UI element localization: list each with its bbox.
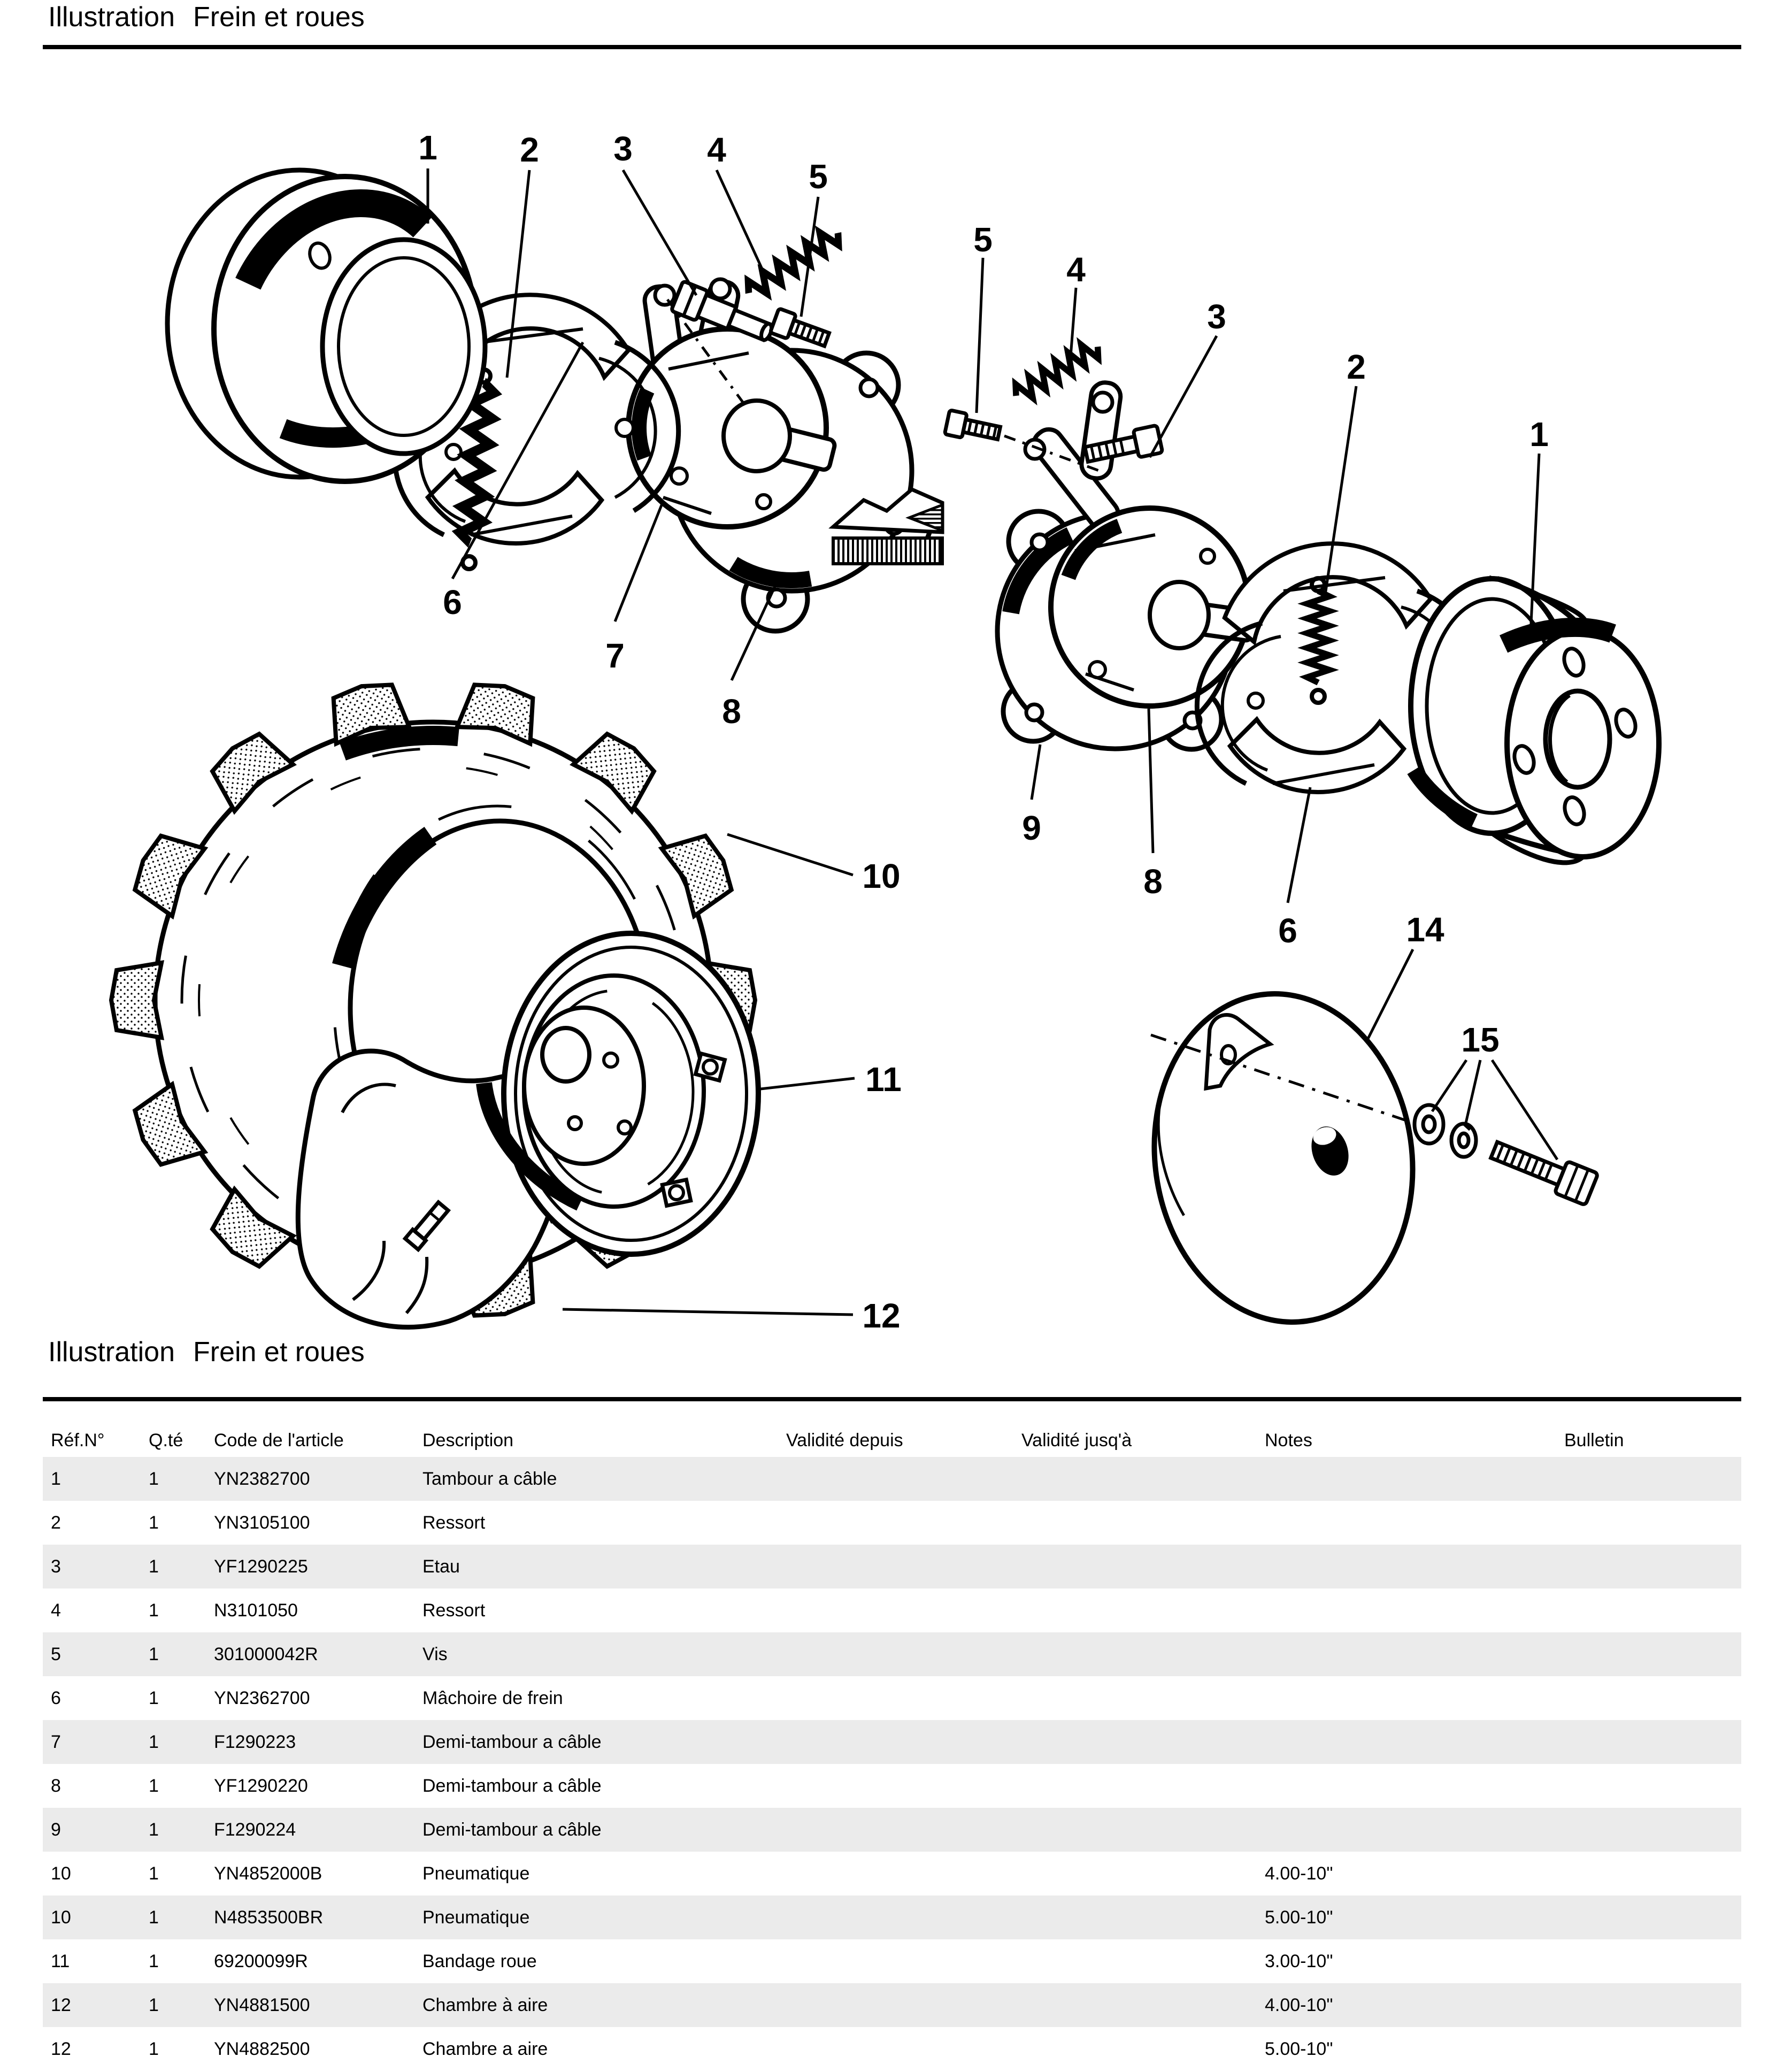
callout-label: 10 — [862, 857, 901, 895]
cell-desc: Vis — [422, 1644, 448, 1664]
page-title-subject: Frein et roues — [193, 2, 365, 33]
cell-code: 69200099R — [214, 1951, 308, 1971]
brake-drum-left — [167, 166, 498, 492]
cell-qty: 1 — [149, 1731, 159, 1752]
cell-code: YN2382700 — [214, 1468, 310, 1489]
table-section-title — [48, 1336, 365, 1368]
cell-bulletin — [1564, 1720, 1741, 1764]
cell-code: F1290224 — [214, 1819, 296, 1840]
table-row — [43, 1676, 1741, 1720]
callout-label: 9 — [1022, 809, 1041, 847]
cell-desc: Ressort — [422, 1512, 486, 1533]
table-row — [43, 1720, 1741, 1764]
cell-qty: 1 — [149, 1644, 159, 1664]
cell-notes — [1265, 1457, 1564, 1501]
callout-label: 11 — [865, 1060, 902, 1099]
table-row — [43, 1457, 1741, 1501]
cover-bolt — [1488, 1134, 1598, 1205]
table-row — [43, 1983, 1741, 2027]
callout-label: 14 — [1406, 910, 1444, 949]
cover-hardware — [1415, 1105, 1598, 1206]
cell-qty: 1 — [149, 1994, 159, 2015]
callout-label: 12 — [862, 1296, 901, 1335]
table-row — [43, 1501, 1741, 1545]
cell-from — [786, 1939, 1021, 1983]
callout-label: 7 — [605, 636, 625, 675]
table-title-label: Illustration — [48, 1337, 175, 1368]
table-title-subject: Frein et roues — [193, 1337, 365, 1368]
table-row — [43, 1764, 1741, 1808]
cell-ref: 12 — [51, 1994, 71, 2015]
callout-label: 8 — [1143, 862, 1163, 901]
cell-to — [1021, 1676, 1265, 1720]
cell-notes: 5.00-10" — [1265, 2038, 1333, 2059]
cell-notes: 5.00-10" — [1265, 1907, 1333, 1928]
cell-desc: Pneumatique — [422, 1907, 530, 1928]
callout-label: 1 — [1529, 415, 1549, 454]
cell-bulletin — [1564, 1588, 1741, 1632]
table-row — [43, 1896, 1741, 1939]
cell-bulletin — [1564, 1545, 1741, 1588]
cell-code: YN3105100 — [214, 1512, 310, 1533]
cell-notes: 4.00-10" — [1265, 1863, 1333, 1884]
cell-qty: 1 — [149, 1468, 159, 1489]
left-brake-assembly — [167, 166, 931, 631]
parts-table — [43, 1424, 1741, 2071]
cell-qty: 1 — [149, 1600, 159, 1621]
cell-from — [786, 1808, 1021, 1852]
cell-desc: Tambour a câble — [422, 1468, 557, 1489]
cell-notes — [1265, 1808, 1564, 1852]
callout-label: 4 — [707, 131, 726, 169]
cell-to — [1021, 1457, 1265, 1501]
cell-notes — [1265, 1720, 1564, 1764]
callout-label: 8 — [722, 692, 741, 731]
cell-ref: 10 — [51, 1907, 71, 1928]
brake-drum-right — [1372, 579, 1683, 869]
table-row — [43, 1588, 1741, 1632]
cell-qty: 1 — [149, 1863, 159, 1884]
table-row — [43, 1632, 1741, 1676]
col-header-desc: Description — [422, 1430, 514, 1451]
table-row — [43, 1939, 1741, 1983]
cell-to — [1021, 1720, 1265, 1764]
cell-code: 301000042R — [214, 1644, 318, 1664]
callout-label: 6 — [1278, 911, 1297, 950]
cell-from — [786, 2027, 1021, 2071]
cell-ref: 3 — [51, 1556, 61, 1577]
cell-ref: 9 — [51, 1819, 61, 1840]
callout-label: 4 — [1066, 250, 1086, 289]
table-title-rule — [43, 1397, 1741, 1401]
cell-bulletin — [1564, 1939, 1741, 1983]
cell-ref: 5 — [51, 1644, 61, 1664]
cell-desc: Demi-tambour a câble — [422, 1819, 602, 1840]
cell-from — [786, 1501, 1021, 1545]
cell-ref: 10 — [51, 1863, 71, 1884]
cell-code: YN2362700 — [214, 1687, 310, 1708]
cell-desc: Pneumatique — [422, 1863, 530, 1884]
cell-to — [1021, 1588, 1265, 1632]
cell-bulletin — [1564, 1764, 1741, 1808]
cell-notes — [1265, 1501, 1564, 1545]
cell-bulletin — [1564, 1632, 1741, 1676]
cell-qty: 1 — [149, 1512, 159, 1533]
cell-notes: 4.00-10" — [1265, 1994, 1333, 2015]
callout-label: 15 — [1461, 1020, 1500, 1059]
cell-to — [1021, 1852, 1265, 1896]
cell-qty: 1 — [149, 1907, 159, 1928]
cell-to — [1021, 1632, 1265, 1676]
cell-qty: 1 — [149, 1819, 159, 1840]
screw-5-right — [944, 410, 1001, 446]
title-rule — [43, 45, 1741, 49]
cell-to — [1021, 1896, 1265, 1939]
cell-desc: Chambre a aire — [422, 2038, 548, 2059]
cell-code: YN4882500 — [214, 2038, 310, 2059]
callout-label: 2 — [1347, 348, 1366, 386]
cell-bulletin — [1564, 1501, 1741, 1545]
parts-table-body — [43, 1457, 1741, 2071]
col-header-bulletin: Bulletin — [1564, 1430, 1624, 1451]
col-header-ref: Réf.N° — [51, 1430, 105, 1451]
cell-notes — [1265, 1545, 1564, 1588]
cell-bulletin — [1564, 1457, 1741, 1501]
cell-to — [1021, 1764, 1265, 1808]
callout-label: 5 — [973, 220, 993, 259]
callout-label: 6 — [443, 583, 462, 621]
cell-code: YF1290220 — [214, 1775, 308, 1796]
table-row — [43, 1808, 1741, 1852]
cell-bulletin — [1564, 1676, 1741, 1720]
cell-from — [786, 1896, 1021, 1939]
cell-ref: 2 — [51, 1512, 61, 1533]
cell-code: N3101050 — [214, 1600, 298, 1621]
cell-code: YN4881500 — [214, 1994, 310, 2015]
table-row — [43, 2027, 1741, 2071]
col-header-notes: Notes — [1265, 1430, 1312, 1451]
cell-desc: Chambre à aire — [422, 1994, 548, 2015]
cell-notes — [1265, 1632, 1564, 1676]
cell-notes: 3.00-10" — [1265, 1951, 1333, 1971]
callout-label: 3 — [1207, 297, 1226, 336]
cell-bulletin — [1564, 1852, 1741, 1896]
table-row — [43, 1852, 1741, 1896]
parts-table-header — [43, 1424, 1741, 1457]
cell-from — [786, 1457, 1021, 1501]
page-title — [48, 1, 365, 33]
cell-to — [1021, 1983, 1265, 2027]
cell-code: YF1290225 — [214, 1556, 308, 1577]
cell-ref: 4 — [51, 1600, 61, 1621]
cell-code: YN4852000B — [214, 1863, 322, 1884]
cell-desc: Demi-tambour a câble — [422, 1731, 602, 1752]
cell-qty: 1 — [149, 1951, 159, 1971]
cell-desc: Bandage roue — [422, 1951, 537, 1971]
right-brake-assembly — [944, 338, 1682, 869]
cell-notes — [1265, 1588, 1564, 1632]
cell-bulletin — [1564, 1983, 1741, 2027]
cell-qty: 1 — [149, 1775, 159, 1796]
cell-from — [786, 1720, 1021, 1764]
cell-ref: 8 — [51, 1775, 61, 1796]
cell-from — [786, 1764, 1021, 1808]
cell-ref: 12 — [51, 2038, 71, 2059]
cell-desc: Demi-tambour a câble — [422, 1775, 602, 1796]
cell-qty: 1 — [149, 2038, 159, 2059]
cell-to — [1021, 1545, 1265, 1588]
cell-to — [1021, 1808, 1265, 1852]
cell-ref: 6 — [51, 1687, 61, 1708]
cell-ref: 11 — [51, 1951, 70, 1971]
page-title-label: Illustration — [48, 2, 175, 33]
col-header-from: Validité depuis — [786, 1430, 903, 1451]
col-header-qty: Q.té — [149, 1430, 183, 1451]
cell-to — [1021, 1939, 1265, 1983]
cell-from — [786, 1588, 1021, 1632]
cell-bulletin — [1564, 2027, 1741, 2071]
callout-label: 5 — [809, 157, 828, 196]
cell-to — [1021, 1501, 1265, 1545]
brake-cover-disc — [1108, 969, 1481, 1346]
cell-bulletin — [1564, 1808, 1741, 1852]
cell-notes — [1265, 1676, 1564, 1720]
cell-from — [786, 1676, 1021, 1720]
cell-to — [1021, 2027, 1265, 2071]
table-row — [43, 1545, 1741, 1588]
cell-code: N4853500BR — [214, 1907, 324, 1928]
cell-bulletin — [1564, 1896, 1741, 1939]
cell-notes — [1265, 1764, 1564, 1808]
cell-desc: Mâchoire de frein — [422, 1687, 563, 1708]
spring-2-right — [1307, 578, 1329, 703]
callout-label: 3 — [613, 129, 633, 168]
cell-qty: 1 — [149, 1556, 159, 1577]
callout-label: 2 — [520, 131, 539, 169]
cell-ref: 7 — [51, 1731, 61, 1752]
cell-from — [786, 1632, 1021, 1676]
col-header-to: Validité jusq'à — [1021, 1430, 1132, 1451]
wheel-assembly — [94, 661, 821, 1340]
col-header-code: Code de l'article — [214, 1430, 344, 1451]
cell-ref: 1 — [51, 1468, 61, 1489]
cell-from — [786, 1983, 1021, 2027]
cell-code: F1290223 — [214, 1731, 296, 1752]
callout-label: 1 — [418, 128, 437, 167]
cell-desc: Ressort — [422, 1600, 486, 1621]
cell-from — [786, 1545, 1021, 1588]
cell-desc: Etau — [422, 1556, 460, 1577]
cell-qty: 1 — [149, 1687, 159, 1708]
cell-from — [786, 1852, 1021, 1896]
